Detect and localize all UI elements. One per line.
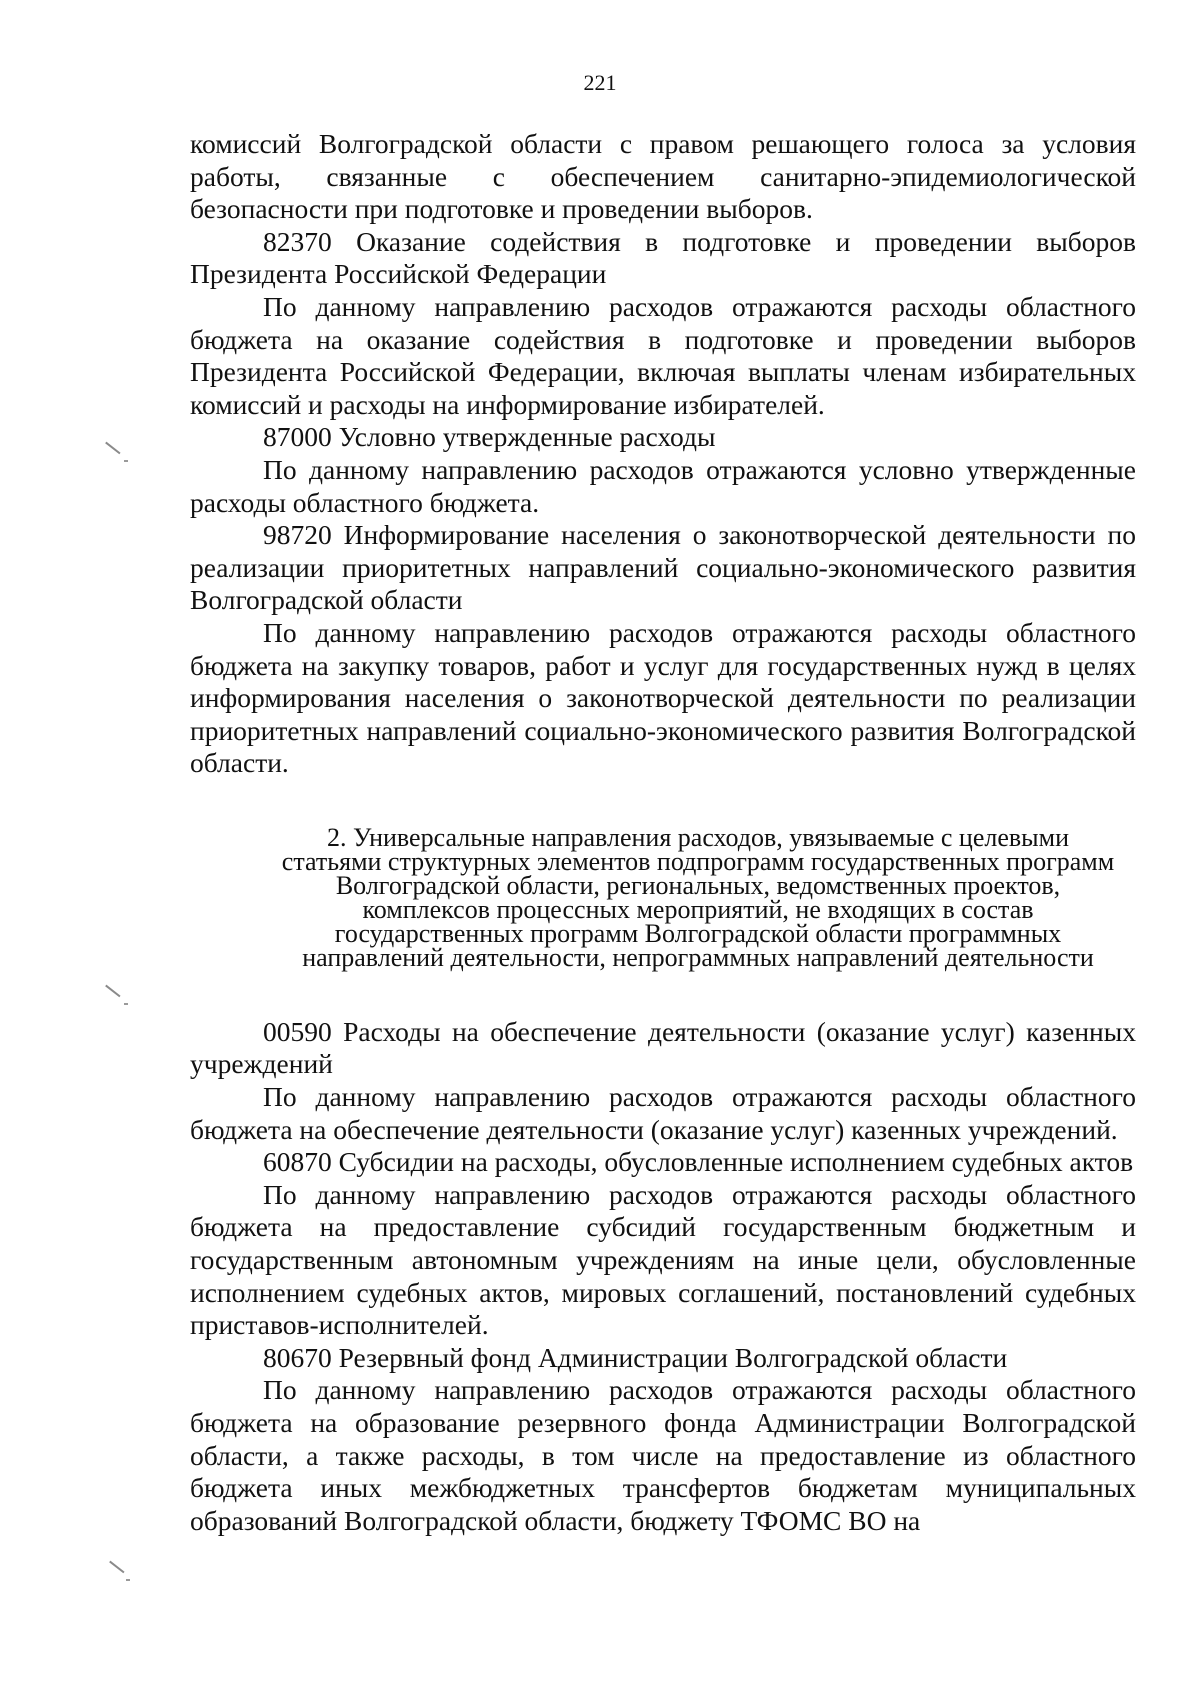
scan-mark	[109, 1561, 124, 1573]
expense-code-heading: 87000 Условно утвержденные расходы	[263, 421, 716, 453]
page-number: 221	[583, 70, 617, 95]
scan-mark	[105, 985, 120, 997]
scan-mark	[105, 442, 120, 454]
paragraph: По данному направлению расходов отражаются расходы областного бюджета на закупку товаров, работ и услуг для государственных нужд в целях информирования населения о законотворческой деятельности по реализации приоритетных направлений социально-экономического развития Волгоградской области.	[190, 616, 1136, 779]
paragraph: По данному направлению расходов отражаются расходы областного бюджета на предоставление субсидий государственным бюджетным и государственным автономным учреждениям на иные цели, обусловленные исполнением судебных актов, мировых соглашений, постановлений судебных приставов-исполнителей.	[190, 1178, 1136, 1341]
section-heading: 2. Универсальные направления расходов, увязываемые с целевыми статьями структурных элементов подпрограмм государственных программ Волгоградской области, региональных, ведомственных проектов, комплексов процессных мероприятий, не входящих в состав государственных программ Волгоградской области программных направлений деятельности, непрограммных направлений деятельности	[281, 822, 1115, 972]
scan-mark	[124, 460, 128, 462]
paragraph: По данному направлению расходов отражаются расходы областного бюджета на образование резервного фонда Администрации Волгоградской области, а также расходы, в том числе на предоставление из областного бюджета иных межбюджетных трансфертов бюджетам муниципальных образований Волгоградской области, бюджету ТФОМС ВО на	[190, 1374, 1136, 1536]
scan-mark	[124, 1003, 128, 1005]
document-body	[190, 128, 1136, 1537]
paragraph: По данному направлению расходов отражаются расходы областного бюджета на обеспечение деятельности (оказание услуг) казенных учреждений.	[190, 1081, 1136, 1145]
paragraph: По данному направлению расходов отражаются условно утвержденные расходы областного бюджета.	[190, 453, 1136, 518]
expense-code-heading: 00590 Расходы на обеспечение деятельности (оказание услуг) казенных учреждений	[190, 1015, 1136, 1080]
expense-code-heading: 60870 Субсидии на расходы, обусловленные исполнением судебных актов	[263, 1146, 1134, 1178]
expense-code-heading: 80670 Резервный фонд Администрации Волгоградской области	[263, 1341, 1008, 1373]
paragraph: По данному направлению расходов отражаются расходы областного бюджета на оказание содействия в подготовке и проведении выборов Президента Российской Федерации, включая выплаты членам избирательных комиссий и расходы на информирование избирателей.	[190, 290, 1136, 420]
expense-code-heading: 82370 Оказание содействия в подготовке и проведении выборов Президента Российской Федерации	[190, 225, 1136, 290]
paragraph: комиссий Волгоградской области с правом решающего голоса за условия работы, связанные с обеспечением санитарно-эпидемиологической безопасности при подготовке и проведении выборов.	[190, 128, 1136, 225]
expense-code-heading: 98720 Информирование населения о законотворческой деятельности по реализации приоритетных направлений социально-экономического развития Волгоградской области	[190, 519, 1136, 616]
scan-mark	[126, 1579, 130, 1581]
